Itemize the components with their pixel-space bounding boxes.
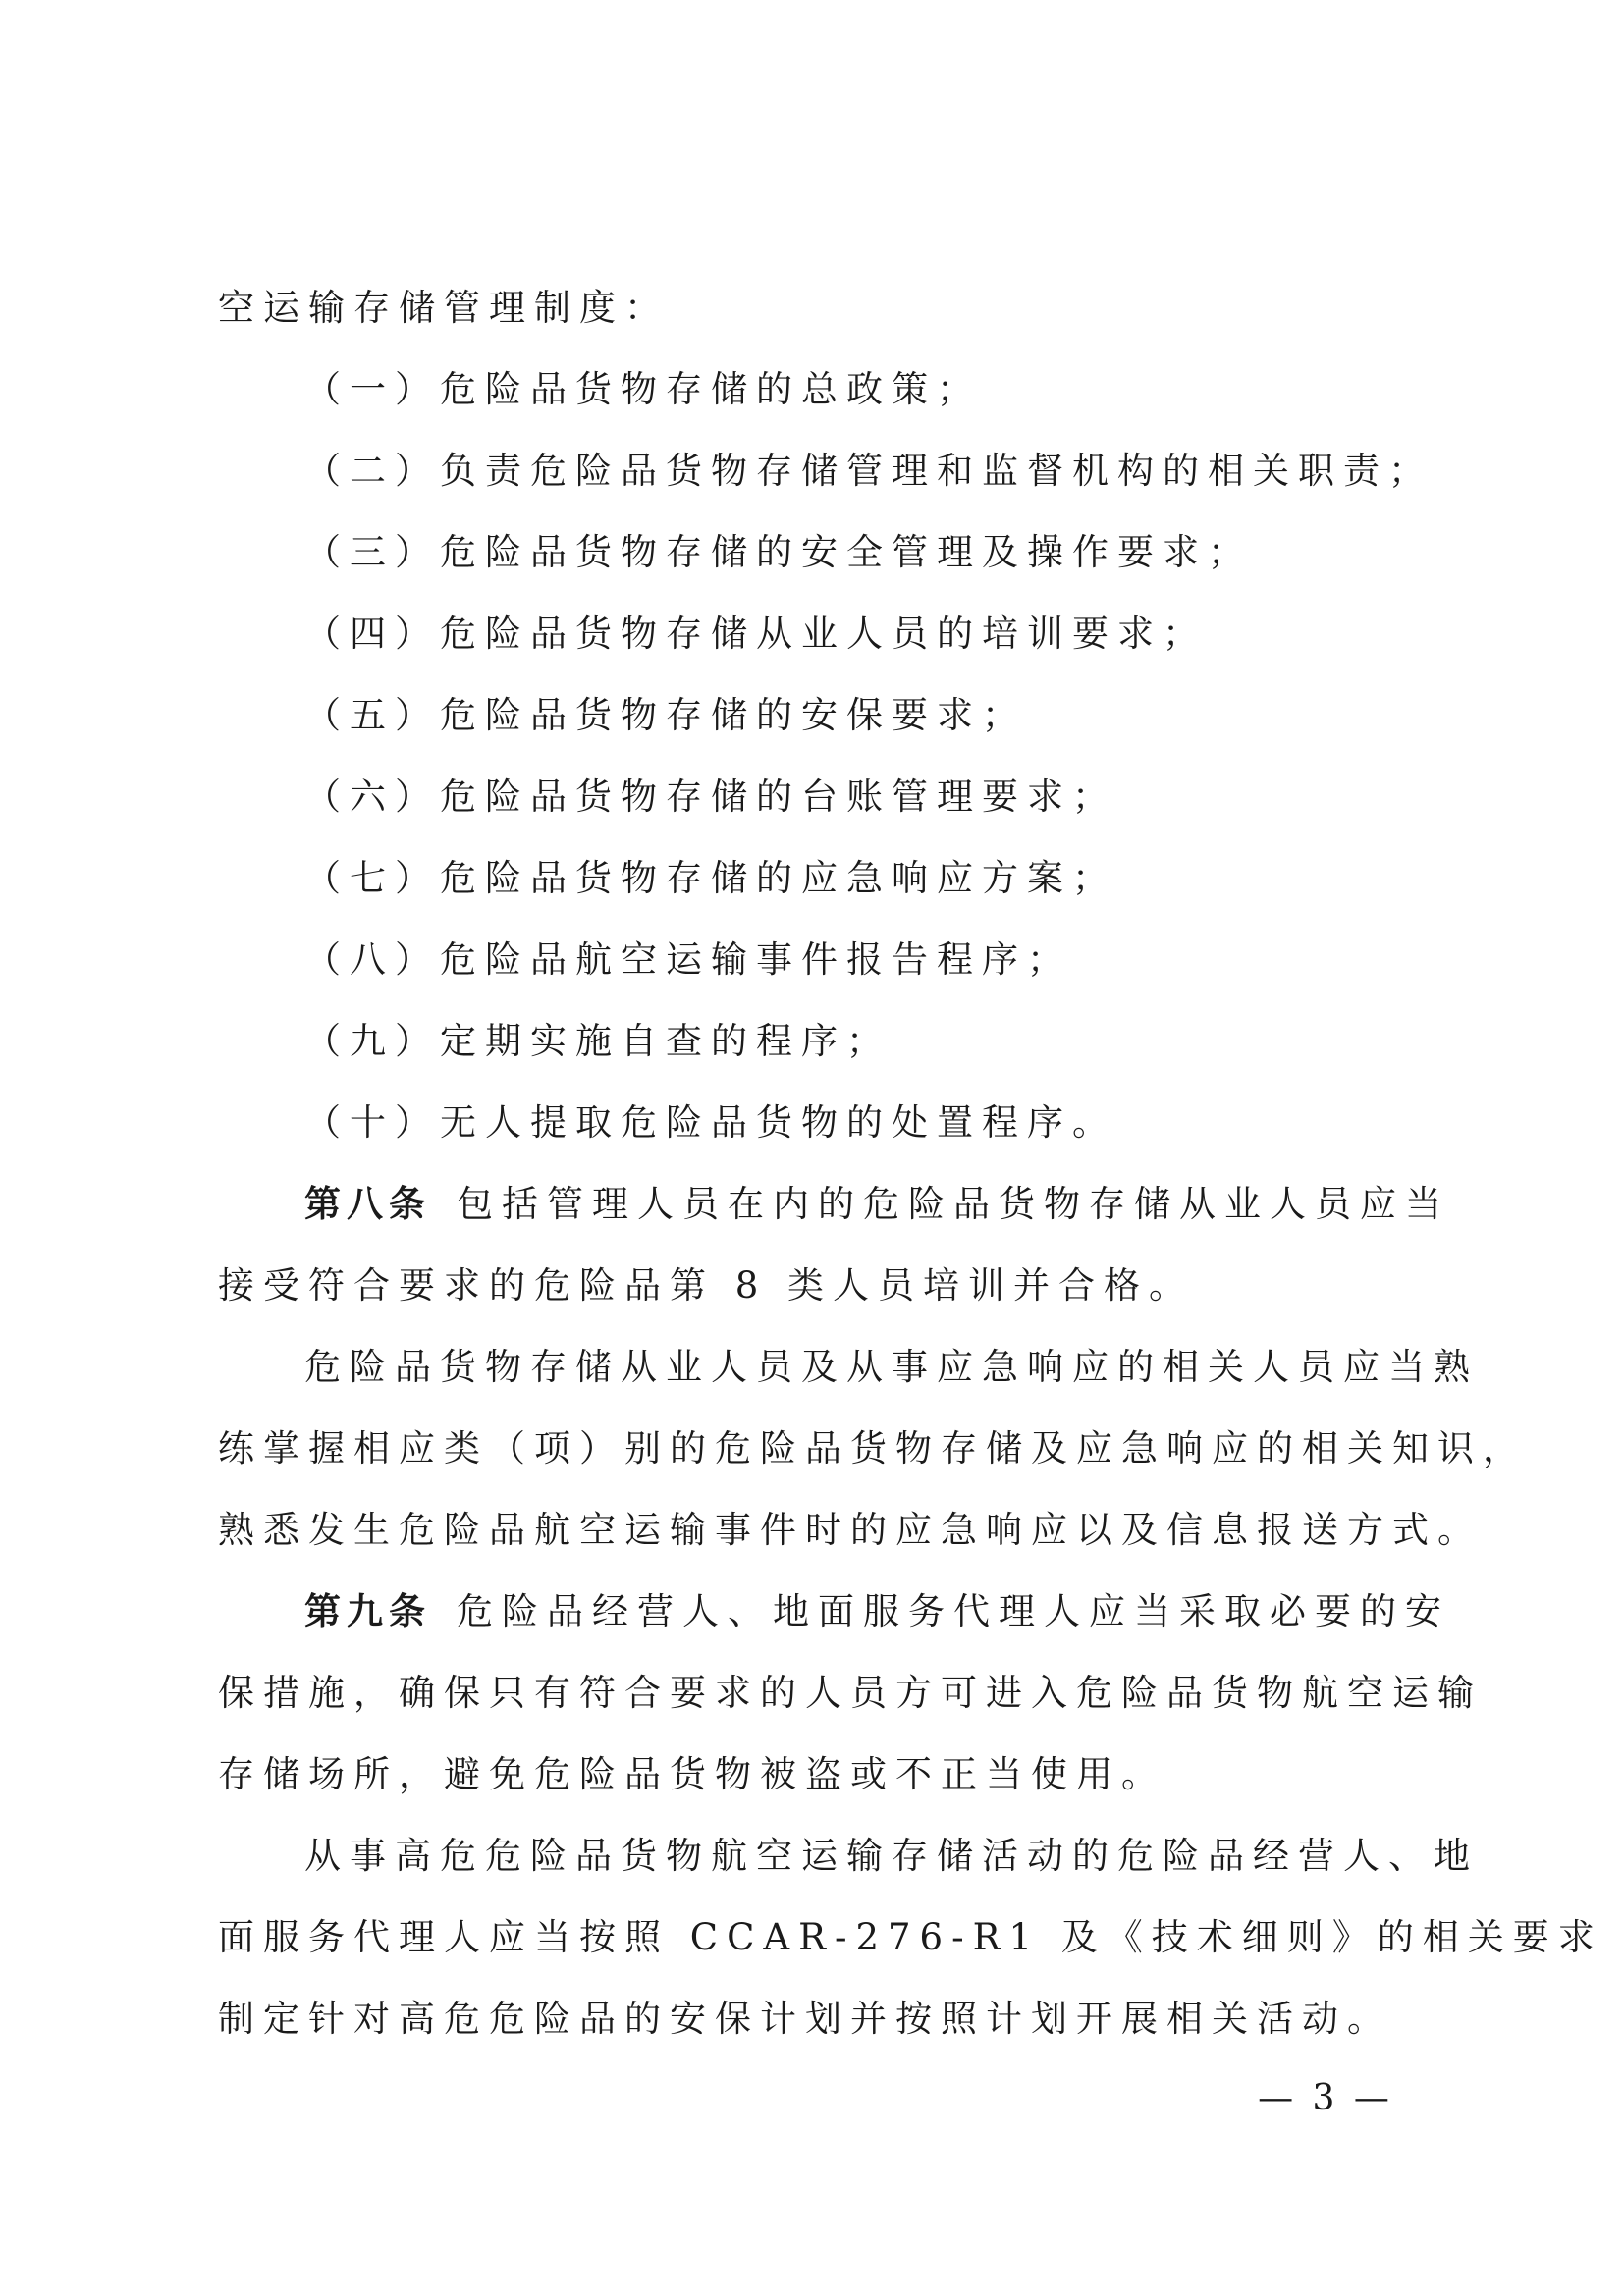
- article-8-para2-line-2: 练掌握相应类（项）别的危险品货物存储及应急响应的相关知识，: [218, 1427, 1528, 1469]
- article-9-text: 危险品经营人、地面服务代理人应当采取必要的安: [457, 1590, 1450, 1632]
- list-item-2: （二）负责危险品货物存储管理和监督机构的相关职责；: [304, 450, 1434, 492]
- article-8-line-2: 接受符合要求的危险品第 8 类人员培训并合格。: [218, 1264, 1195, 1307]
- list-item-10: （十）无人提取危险品货物的处置程序。: [304, 1101, 1117, 1144]
- article-8-para2-line-3: 熟悉发生危险品航空运输事件时的应急响应以及信息报送方式。: [218, 1509, 1483, 1551]
- article-8-first-line: [218, 1163, 1450, 1245]
- list-item-8: （八）危险品航空运输事件报告程序；: [304, 938, 1072, 981]
- list-item-3: （三）危险品货物存储的安全管理及操作要求；: [304, 531, 1253, 573]
- list-item-1: （一）危险品货物存储的总政策；: [304, 368, 982, 410]
- page-number: — 3 —: [1258, 2078, 1393, 2118]
- article-8-label: 第八条: [304, 1183, 431, 1225]
- list-item-9: （九）定期实施自查的程序；: [304, 1020, 892, 1062]
- document-body: [218, 267, 1603, 2059]
- article-9-para2-line-1: 从事高危危险品货物航空运输存储活动的危险品经营人、地: [304, 1835, 1479, 1877]
- list-item-6: （六）危险品货物存储的台账管理要求；: [304, 775, 1117, 818]
- article-9-para2-line-2: 面服务代理人应当按照 CCAR-276-R1 及《技术细则》的相关要求: [218, 1916, 1603, 1958]
- article-9-para2-line-3: 制定针对高危危险品的安保计划并按照计划开展相关活动。: [218, 1998, 1392, 2040]
- article-9-label: 第九条: [304, 1590, 431, 1632]
- list-item-4: （四）危险品货物存储从业人员的培训要求；: [304, 613, 1208, 655]
- list-item-7: （七）危险品货物存储的应急响应方案；: [304, 857, 1117, 899]
- list-item-5: （五）危险品货物存储的安保要求；: [304, 694, 1027, 736]
- article-8-para2-line-1: 危险品货物存储从业人员及从事应急响应的相关人员应当熟: [304, 1346, 1479, 1388]
- article-9-line-2: 保措施，确保只有符合要求的人员方可进入危险品货物航空运输: [218, 1672, 1483, 1714]
- continuation-line: 空运输存储管理制度：: [218, 287, 670, 329]
- article-8-text: 包括管理人员在内的危险品货物存储从业人员应当: [457, 1183, 1450, 1225]
- article-9-line-3: 存储场所，避免危险品货物被盗或不正当使用。: [218, 1753, 1166, 1795]
- article-9-first-line: [218, 1571, 1450, 1652]
